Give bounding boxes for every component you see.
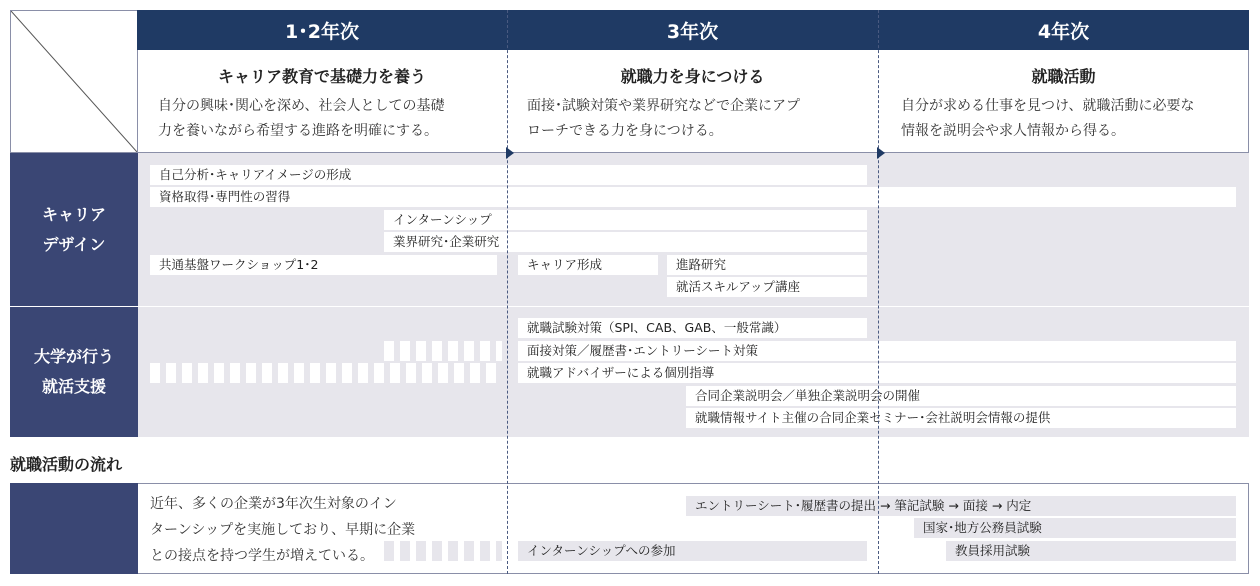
year-divider-2 <box>878 10 879 574</box>
year-header-2 <box>507 10 878 50</box>
desc-line: ローチできる力を身につける。 <box>527 123 723 139</box>
year-label: 3年次 <box>666 20 719 43</box>
arrow-marker-icon <box>506 147 514 159</box>
lead-stripe <box>384 341 502 361</box>
desc-line: 面接･試験対策や業界研究などで企業にアプ <box>527 98 800 114</box>
bar-self-analysis: 自己分析･キャリアイメージの形成 <box>150 165 867 185</box>
note-line: 近年、多くの企業が3年次生対象のイン <box>150 496 397 512</box>
column-desc-1 <box>158 94 503 144</box>
label-line: 大学が行う <box>33 347 114 366</box>
bar-skillup-course: 就活スキルアップ講座 <box>667 277 867 297</box>
bar-advisor: 就職アドバイザーによる個別指導 <box>518 363 1236 383</box>
note-line: との接点を持つ学生が増えている。 <box>150 548 374 564</box>
job-support-label <box>10 307 138 437</box>
bar-qualification: 資格取得･専門性の習得 <box>150 187 1236 207</box>
career-design-label <box>10 153 138 306</box>
bar-jobsite-info: 就職情報サイト主催の合同企業セミナー･会社説明会情報の提供 <box>686 408 1236 428</box>
label-line: 就活支援 <box>41 377 106 396</box>
lead-stripe <box>150 363 502 383</box>
bar-internship-participation: インターンシップへの参加 <box>518 541 867 561</box>
column-title-2: 就職力を身につける <box>620 67 765 86</box>
column-title-3: 就職活動 <box>1031 67 1096 86</box>
arrow-marker-icon <box>877 147 885 159</box>
note-line: ターンシップを実施しており、早期に企業 <box>150 522 416 538</box>
year-header-1 <box>137 10 507 50</box>
lead-stripe <box>384 541 502 561</box>
year-header-3 <box>878 10 1249 50</box>
flow-note <box>150 491 415 569</box>
bar-exam-prep: 就職試験対策（SPI、CAB、GAB、一般常識） <box>518 318 867 338</box>
column-desc-3 <box>901 94 1246 144</box>
year-label: 1･2年次 <box>285 20 359 43</box>
desc-line: 情報を説明会や求人情報から得る。 <box>901 123 1125 139</box>
desc-line: 力を養いながら希望する進路を明確にする。 <box>158 123 438 139</box>
diagonal-line <box>11 11 137 152</box>
label-line: キャリア <box>41 204 106 224</box>
bar-industry-research: 業界研究･企業研究 <box>384 232 867 252</box>
bar-entry-flow: エントリーシート･履歴書の提出 → 筆記試験 → 面接 → 内定 <box>686 496 1236 516</box>
header-corner <box>10 10 138 153</box>
bar-internship: インターンシップ <box>384 210 867 230</box>
column-title-1: キャリア教育で基礎力を養う <box>217 67 426 86</box>
flow-side-block <box>10 483 138 574</box>
bar-interview-prep: 面接対策／履歴書･エントリーシート対策 <box>518 341 1236 361</box>
bar-common-workshop: 共通基盤ワークショップ1･2 <box>150 255 497 275</box>
bar-civil-service: 国家･地方公務員試験 <box>914 518 1236 538</box>
year-label: 4年次 <box>1037 20 1090 43</box>
desc-line: 自分の興味･関心を深め、社会人としての基礎 <box>158 98 445 114</box>
year-divider-1 <box>507 10 508 574</box>
column-desc-2 <box>527 94 872 144</box>
desc-line: 自分が求める仕事を見つけ、就職活動に必要な <box>901 98 1195 114</box>
bar-company-seminar: 合同企業説明会／単独企業説明会の開催 <box>686 386 1236 406</box>
label-line: デザイン <box>42 234 106 254</box>
bar-career-research: 進路研究 <box>667 255 867 275</box>
bar-teacher-exam: 教員採用試験 <box>946 541 1236 561</box>
bar-career-formation: キャリア形成 <box>518 255 658 275</box>
flow-heading: 就職活動の流れ <box>10 455 123 474</box>
